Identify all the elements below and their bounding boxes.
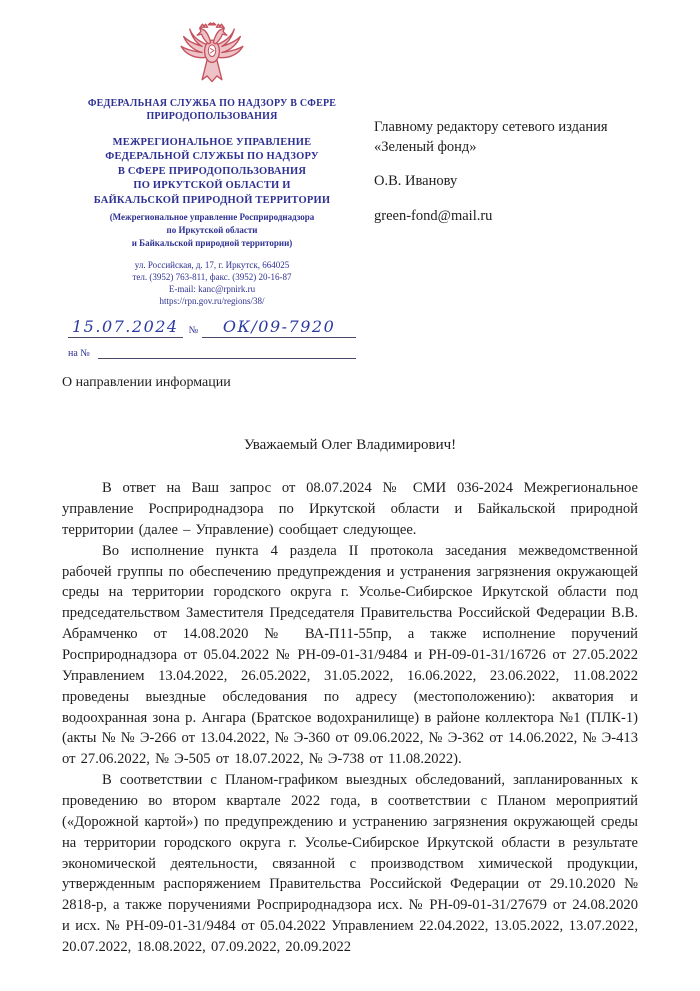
body-paragraph: Во исполнение пункта 4 раздела II протокола заседания межведомственной рабочей группы по обеспечению предупреждения и устранения загрязнения окружающей среды на территории городского округа г. Усолье-Сибирское Иркутской области под председательством Заместителя Председателя Правительства Российской Федерации В.В. Абрамченко от 14.08.2020 № ВА-П11-55пр, а также исполнение поручений Росприроднадзора от 05.04.2022 № РН-09-01-31/9484 и РН-09-01-31/16726 от 27.05.2022 Управлением 13.04.2022, 26.05.2022, 31.05.2022, 16.06.2022, 23.06.2022, 11.08.2022 проведены выездные обследования по адресу (местоположению): акватория и водоохранная зона р. Ангара (Братское водохранилище) в районе коллектора №1 (ПЛК-1) (акты № № Э-266 от 13.04.2022, № Э-360 от 09.06.2022, № Э-362 от 14.06.2022, № Э-413 от 27.06.2022, № Э-505 от 18.07.2022, № Э-738 от 11.08.2022). xyxy=(62,542,638,768)
website-url: https://rpn.gov.ru/regions/38/ xyxy=(159,296,265,307)
department-short-name-line: по Иркутской области xyxy=(166,225,258,236)
department-short-name-line: и Байкальской природной территории) xyxy=(131,237,293,248)
handwritten-date: 15.07.2024 xyxy=(68,317,183,338)
letterhead-header xyxy=(62,22,638,359)
subject-line: О направлении информации xyxy=(62,375,231,391)
handwritten-number: ОК/09-7920 xyxy=(202,317,356,338)
contact-block xyxy=(62,260,362,308)
addressee-block xyxy=(374,22,638,359)
agency-name: ФЕДЕРАЛЬНАЯ СЛУЖБА ПО НАДЗОРУ В СФЕРЕ ПРИРОДОПОЛЬЗОВАНИЯ xyxy=(87,98,337,122)
email-address: E-mail: kanc@rpnirk.ru xyxy=(168,284,256,295)
department-name-line: ФЕДЕРАЛЬНОЙ СЛУЖБЫ ПО НАДЗОРУ xyxy=(105,151,319,163)
department-short-name xyxy=(62,211,362,249)
double-headed-eagle-icon xyxy=(175,22,249,88)
department-name-line: МЕЖРЕГИОНАЛЬНОЕ УПРАВЛЕНИЕ xyxy=(112,137,312,148)
addressee-email: green-fond@mail.ru xyxy=(374,208,493,225)
incoming-reference-row xyxy=(62,346,362,359)
department-name-line: ПО ИРКУТСКОЙ ОБЛАСТИ И xyxy=(133,180,291,192)
letterhead-column xyxy=(62,22,362,359)
salutation: Уважаемый Олег Владимирович! xyxy=(243,437,457,454)
department-name-line: В СФЕРЕ ПРИРОДОПОЛЬЗОВАНИЯ xyxy=(117,165,307,177)
postal-address: ул. Российская, д. 17, г. Иркутск, 664025 xyxy=(134,260,290,271)
number-sign: № xyxy=(188,325,199,337)
addressee-role-line1: Главному редактору сетевого издания xyxy=(374,119,608,135)
coat-of-arms-emblem xyxy=(62,22,362,93)
department-name-line: БАЙКАЛЬСКОЙ ПРИРОДНОЙ ТЕРРИТОРИИ xyxy=(93,194,331,206)
letter-body xyxy=(62,478,638,958)
body-paragraph: В ответ на Ваш запрос от 08.07.2024 № СМИ 036-2024 Межрегиональное управление Росприроднадзора по Иркутской области и Байкальской природной территории (далее – Управление) сообщает следующее. xyxy=(62,480,638,538)
incoming-reference-label: на № xyxy=(68,348,90,360)
addressee-name: О.В. Иванову xyxy=(374,173,458,190)
addressee-role-line2: «Зеленый фонд» xyxy=(374,139,477,156)
department-short-name-line: (Межрегиональное управление Росприроднадзора xyxy=(109,212,315,223)
department-name xyxy=(62,136,362,208)
body-paragraph: В соответствии с Планом-графиком выездных обследований, запланированных к проведению во втором квартале 2022 года, в соответствии с Планом мероприятий («Дорожной картой») по предупреждению и устранению загрязнения окружающей среды на территории городского округа г. Усолье-Сибирское Иркутской области в результате экономической деятельности, связанной с производством химической продукции, утвержденным распоряжением Правительства Российской Федерации от 29.10.2020 № 2818-р, а также поручениями Росприроднадзора исх. № РН-09-01-31/27679 от 24.08.2020 и исх. № РН-09-01-31/9484 от 05.04.2022 Управлением 22.04.2022, 13.05.2022, 13.07.2022, 20.07.2022, 18.08.2022, 07.09.2022, 20.09.2022 xyxy=(62,772,638,955)
outgoing-reference-row xyxy=(62,317,362,338)
phone-fax: тел. (3952) 763-811, факс. (3952) 20-16-87 xyxy=(132,272,292,283)
incoming-reference-blank-line xyxy=(98,346,356,359)
